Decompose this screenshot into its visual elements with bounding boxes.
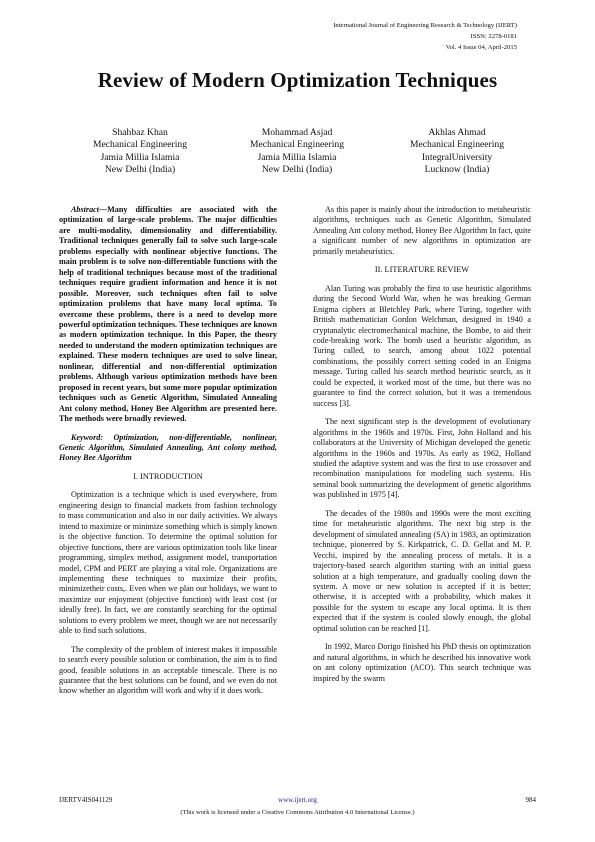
author-dept: Mechanical Engineering <box>249 139 345 151</box>
author-name: Shahbaz Khan <box>112 127 168 138</box>
author-dept: Mechanical Engineering <box>409 139 505 151</box>
author-name: Akhlas Ahmad <box>428 127 486 138</box>
author-place: New Delhi (India) <box>261 164 333 176</box>
abstract-label: Abstract <box>71 205 99 214</box>
left-column <box>59 205 277 705</box>
journal-website-link[interactable]: www.ijert.org <box>278 796 317 804</box>
body-paragraph: Alan Turing was probably the first to use heuristic algorithms during the Second World War, when he was breaking German Enigma ciphers at Bletchley Park, where Turing, together with British mathematician Gordon Welchman, designed in 1940 a cryptanalytic electromechanical machine, the Bombe, to aid their code-breaking work. The bomb used a heuristic algorithm, as Turing called, to search, among about 1022 potential combinations, the possibly correct setting coded in an Enigma message. Turing called his search method heuristic search, as it could be expected, it worked most of the time, but there was no guarantee to find the correct solution, but it was a tremendous success [3]. <box>313 283 531 408</box>
right-column <box>313 205 531 692</box>
journal-name: International Journal of Engineering Research & Technology (IJERT) <box>333 22 517 29</box>
author-place: New Delhi (India) <box>104 164 176 176</box>
body-paragraph: The decades of the 1980s and 1990s were the most exciting time for metaheuristic algorithms. The next big step is the development of simulated annealing (SA) in 1983, an optimization technique, pioneered by S. Kirkpatrick, C. D. Gellat and M. P. Vecchi, inspired by the annealing process of metals. It is a trajectory-based search algorithm starting with an initial guess solution at a high temperature, and gradually cooling down the system. A move or new solution is accepted if it is better; otherwise, it is accepted with a probability, which makes it possible for the system to escape any local optima. It is then expected that if the system is cooled slowly enough, the global optimal solution can be reached [1]. <box>313 508 531 633</box>
abstract-text: —Many difficulties are associated with the optimization of large-scale problems. The major difficulties are multi-modality, dimensionality and differentiability. Traditional techniques generally fail to solve such large-scale problems especially with nonlinear objective functions. The main problem is to solve non-differentiable functions with the help of traditional techniques because most of the traditional techniques require gradient information and hence it is not possible. Moreover, such techniques often fail to solve optimization problems that have many local optima. To overcome these problems, there is a need to develop more powerful optimization techniques. These techniques are known as modern optimization technique. In this Paper, the theory needed to understand the modern optimization techniques are explained. These modern techniques are used to solve linear, nonlinear, differential and non-differential optimization problems. Although various optimization methods have been proposed in recent years, but some more popular optimization techniques such as Genetic Algorithm, Simulated Annealing Ant colony method, Honey Bee Algorithm are presented here. The methods were broadly reviewed. <box>59 205 277 424</box>
keywords: Keyword: Optimization, non-differentiable, nonlinear, Genetic Algorithm, Simulated Annealing, Ant colony method, Honey Bee Algorithm <box>59 432 277 463</box>
author-block-3 <box>372 127 542 177</box>
author-inst: Jamia Millia Islamia <box>257 151 337 163</box>
author-block-1 <box>55 127 225 177</box>
author-name: Mohammad Asjad <box>261 127 333 138</box>
body-paragraph: In 1992, Marco Dorigo finished his PhD thesis on optimization and natural algorithms, in which he described his innovative work on ant colony optimization (ACO). This search technique was inspired by the swarm <box>313 642 531 683</box>
body-paragraph: The next significant step is the development of evolutionary algorithms in the 1960s and 1970s. First, John Holland and his collaborators at the University of Michigan developed the genetic algorithms in the 1960s and 1970s. As early as 1962, Holland studied the adaptive system and was the first to use crossover and recombination manipulations for modeling such systems. His seminal book summarizing the development of genetic algorithms was published in 1975 [4]. <box>313 417 531 500</box>
volume-issue: Vol. 4 Issue 04, April-2015 <box>445 44 517 51</box>
page-number: 984 <box>525 796 536 804</box>
journal-header <box>333 20 517 53</box>
paper-id: IJERTV4IS041129 <box>59 796 113 804</box>
section-heading-introduction: I. INTRODUCTION <box>133 471 203 481</box>
body-paragraph: As this paper is mainly about the introduction to metaheuristic algorithms, techniques such as Genetic Algorithm, Simulated Annealing Ant colony method, Honey Bee Algorithm In fact, quite a significant number of new algorithms in optimization are primarily metaheuristics. <box>313 205 531 256</box>
paper-title: Review of Modern Optimization Techniques <box>97 68 498 92</box>
author-inst: IntegralUniversity <box>421 151 493 163</box>
issn: ISSN: 2278-0181 <box>470 33 517 40</box>
body-paragraph: The complexity of the problem of interest makes it impossible to search every possible solution or combination, the aim is to find good, feasible solutions in an acceptable timescale. There is no guarantee that the best solutions can be found, and we even do not know whether an algorithm will work and why if it does work. <box>59 644 277 696</box>
author-inst: Jamia Millia Islamia <box>100 151 180 163</box>
section-heading-literature-review: II. LITERATURE REVIEW <box>374 265 470 275</box>
author-dept: Mechanical Engineering <box>92 139 188 151</box>
author-place: Lucknow (India) <box>424 164 490 176</box>
author-block-2 <box>212 127 382 177</box>
abstract <box>59 205 277 425</box>
license-notice: (This work is licensed under a Creative Commons Attribution 4.0 International License.) <box>180 809 415 816</box>
body-paragraph: Optimization is a technique which is used everywhere, from engineering design to financial markets from fashion technology to mass communication and also in our daily activities. We always intend to maximize or minimize something which is simply known is the objective function. To determine the optimal solution for objective functions, there are various optimization tools like linear programming, simplex method, assignment model, transportation model, CPM and PERT are playing a vital role. Organizations are implementing these techniques to maximize their profits, minimizetheir costs,. Even when we plan our holidays, we want to maximize our enjoyment (objective function) with least cost (or ideally free). In fact, we are constantly searching for the optimal solutions to every problem we meet, though we are not necessarily able to find such solutions. <box>59 490 277 636</box>
